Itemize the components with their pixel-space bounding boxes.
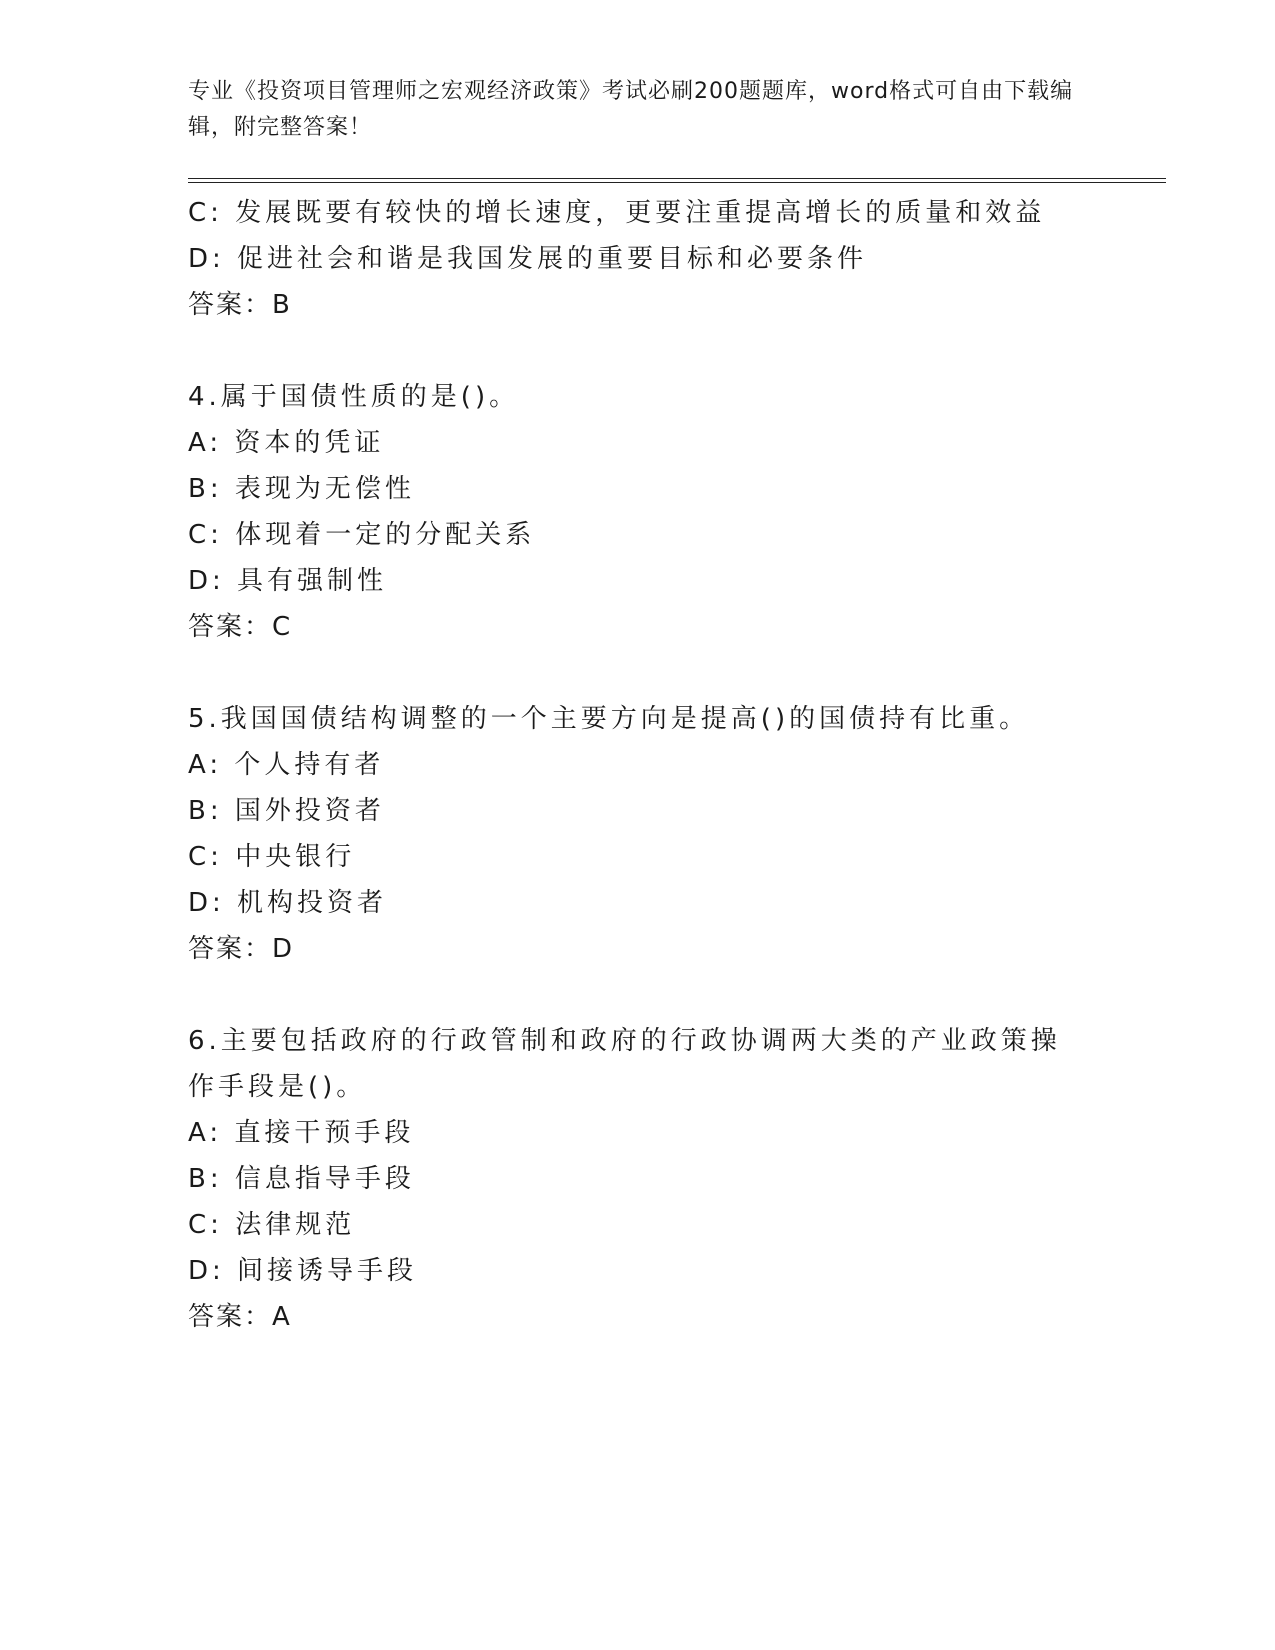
option-label: D: — [188, 566, 225, 596]
option-d — [188, 558, 1088, 604]
option-label: B: — [188, 474, 223, 504]
question-list — [188, 190, 1088, 1340]
option-c — [188, 190, 1088, 236]
option-text: 具有强制性 — [237, 566, 388, 596]
option-label: A: — [188, 1118, 223, 1148]
option-a — [188, 742, 1088, 788]
option-text: 直接干预手段 — [234, 1118, 415, 1148]
option-label: C: — [188, 520, 223, 550]
answer-line: 答案：B — [188, 290, 292, 320]
option-text: 中央银行 — [235, 842, 356, 872]
document-header: 专业《投资项目管理师之宏观经济政策》考试必刷200题题库，word格式可自由下载编辑，附完整答案！ — [188, 79, 1074, 140]
question-title: 5.我国国债结构调整的一个主要方向是提高()的国债持有比重。 — [188, 704, 1030, 734]
answer-line: 答案：C — [188, 612, 293, 642]
option-label: D: — [188, 1256, 225, 1286]
answer-line: 答案：A — [188, 1302, 292, 1332]
option-label: D: — [188, 244, 225, 274]
option-label: D: — [188, 888, 225, 918]
option-text: 资本的凭证 — [234, 428, 385, 458]
option-text: 国外投资者 — [234, 796, 385, 826]
option-text: 机构投资者 — [237, 888, 388, 918]
question-5 — [188, 696, 1088, 972]
option-text: 发展既要有较快的增长速度，更要注重提高增长的质量和效益 — [235, 198, 1046, 228]
option-text: 间接诱导手段 — [237, 1256, 418, 1286]
option-text: 个人持有者 — [234, 750, 385, 780]
option-d — [188, 1248, 1088, 1294]
option-c — [188, 834, 1088, 880]
option-a — [188, 1110, 1088, 1156]
option-label: B: — [188, 796, 223, 826]
option-label: A: — [188, 428, 223, 458]
question-title: 4.属于国债性质的是()。 — [188, 382, 520, 412]
option-label: C: — [188, 198, 223, 228]
option-c — [188, 512, 1088, 558]
header-divider-top — [188, 178, 1166, 179]
answer-line: 答案：D — [188, 934, 295, 964]
option-label: B: — [188, 1164, 223, 1194]
spacer — [188, 328, 1088, 374]
option-text: 表现为无偿性 — [234, 474, 415, 504]
option-label: C: — [188, 842, 223, 872]
option-d — [188, 236, 1088, 282]
option-label: C: — [188, 1210, 223, 1240]
option-text: 体现着一定的分配关系 — [235, 520, 536, 550]
question-title: 6.主要包括政府的行政管制和政府的行政协调两大类的产业政策操作手段是()。 — [188, 1026, 1061, 1102]
option-a — [188, 420, 1088, 466]
option-c — [188, 1202, 1088, 1248]
spacer — [188, 972, 1088, 1018]
question-6 — [188, 1018, 1088, 1340]
option-b — [188, 1156, 1088, 1202]
header-divider-bottom — [188, 182, 1166, 183]
question-4 — [188, 374, 1088, 650]
option-d — [188, 880, 1088, 926]
option-b — [188, 788, 1088, 834]
carryover-question — [188, 190, 1088, 328]
spacer — [188, 650, 1088, 696]
option-text: 法律规范 — [235, 1210, 356, 1240]
option-b — [188, 466, 1088, 512]
option-text: 信息指导手段 — [234, 1164, 415, 1194]
option-text: 促进社会和谐是我国发展的重要目标和必要条件 — [237, 244, 868, 274]
option-label: A: — [188, 750, 223, 780]
